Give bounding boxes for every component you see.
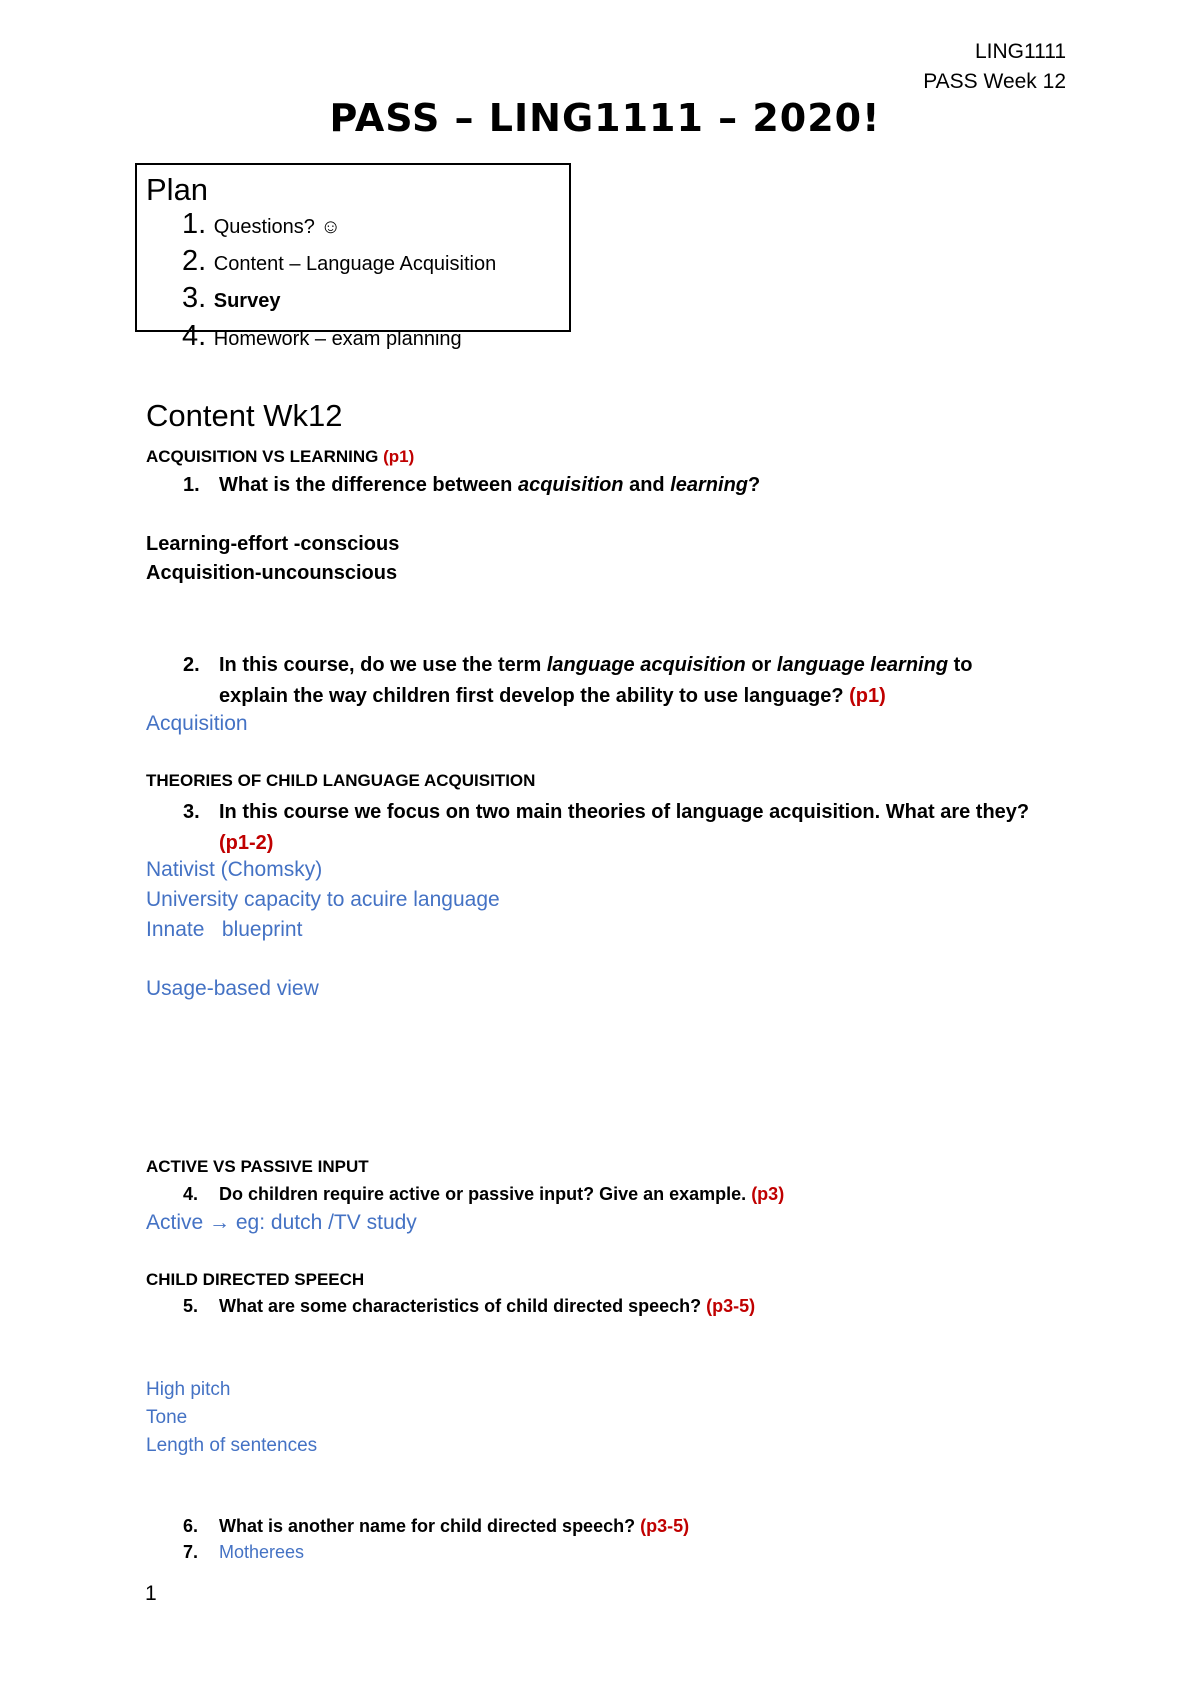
answer-line: High pitch [146,1379,231,1400]
question-number: 6. [183,1516,199,1536]
page-reference: (p3-5) [640,1516,690,1536]
question-7 [183,1542,305,1563]
answer-text: Motherees [219,1542,305,1562]
plan-item-text: Questions? ☺ [213,216,341,238]
question-number: 5. [183,1296,199,1316]
answer-text: eg: dutch /TV study [230,1211,417,1234]
header-week: PASS Week 12 [923,70,1066,93]
question-text: In this course, do we use the term [219,654,547,676]
question-3 [183,797,1039,859]
document-title: PASS – LING1111 – 2020! [329,96,881,140]
question-5 [183,1296,756,1317]
question-text: or [745,654,777,676]
answer-text: Active [146,1211,210,1234]
question-text: ? [748,474,761,496]
section-label: ACTIVE VS PASSIVE INPUT [146,1157,369,1176]
answer-line: Nativist (Chomsky) [146,858,323,881]
page-number: 1 [145,1582,157,1605]
header-course: LING1111 [974,40,1066,63]
answer-line: Innate blueprint [146,918,303,941]
page-reference: (p3-5) [706,1296,756,1316]
plan-item-text: Homework – exam planning [213,328,462,350]
section-heading [146,1270,364,1290]
question-emphasis: acquisition [517,474,624,496]
section-label: THEORIES OF CHILD LANGUAGE ACQUISITION [146,771,536,790]
question-text: In this course we focus on two main theories of language acquisition. What are they? [219,801,1030,823]
question-text: to explain the way children first develop the ability to use language? [219,654,973,707]
page-reference: (p1) [849,685,886,707]
answer-line: Acquisition [146,712,248,735]
answer-line: Acquisition-uncounscious [146,562,398,584]
content-heading: Content Wk12 [146,398,343,433]
plan-item [182,320,462,353]
plan-item [182,208,341,241]
question-emphasis: language acquisition [546,654,746,676]
section-heading [146,447,414,467]
question-text: Do children require active or passive input? Give an example. [219,1184,752,1204]
plan-item-number: 1. [182,208,207,240]
plan-item-text: Survey [213,290,281,312]
question-number: 7. [183,1542,199,1562]
answer-line: University capacity to acuire language [146,888,500,911]
question-number: 2. [183,654,200,676]
page-reference: (p1-2) [219,832,274,854]
section-heading [146,1157,369,1177]
section-label: CHILD DIRECTED SPEECH [146,1270,365,1289]
arrow-icon: → [209,1211,231,1234]
question-number: 3. [183,801,200,823]
answer-line [146,1211,417,1235]
question-4 [183,1184,785,1205]
plan-item-number: 2. [182,245,207,277]
plan-item-text: Content – Language Acquisition [213,253,497,275]
plan-item-number: 3. [182,282,207,314]
answer-line: Length of sentences [146,1435,318,1456]
question-6 [183,1516,690,1537]
answer-line: Tone [146,1407,188,1428]
plan-item [182,282,280,315]
question-2 [183,650,1039,712]
plan-heading: Plan [146,172,209,207]
plan-item [182,245,496,278]
page-reference: (p3) [751,1184,785,1204]
page-reference: (p1) [383,447,415,466]
answer-line: Usage-based view [146,977,319,1000]
question-text: What are some characteristics of child directed speech? [219,1296,707,1316]
section-heading [146,771,535,791]
question-text: and [623,474,671,496]
question-number: 1. [183,474,200,496]
plan-item-number: 4. [182,320,207,352]
question-text: What is the difference between [219,474,518,496]
question-number: 4. [183,1184,199,1204]
question-text: What is another name for child directed speech? [219,1516,641,1536]
answer-line: Learning-effort -conscious [146,533,400,555]
question-1 [183,474,761,497]
question-emphasis: learning [670,474,748,496]
section-label: ACQUISITION VS LEARNING [146,447,379,466]
question-emphasis: language learning [776,654,949,676]
